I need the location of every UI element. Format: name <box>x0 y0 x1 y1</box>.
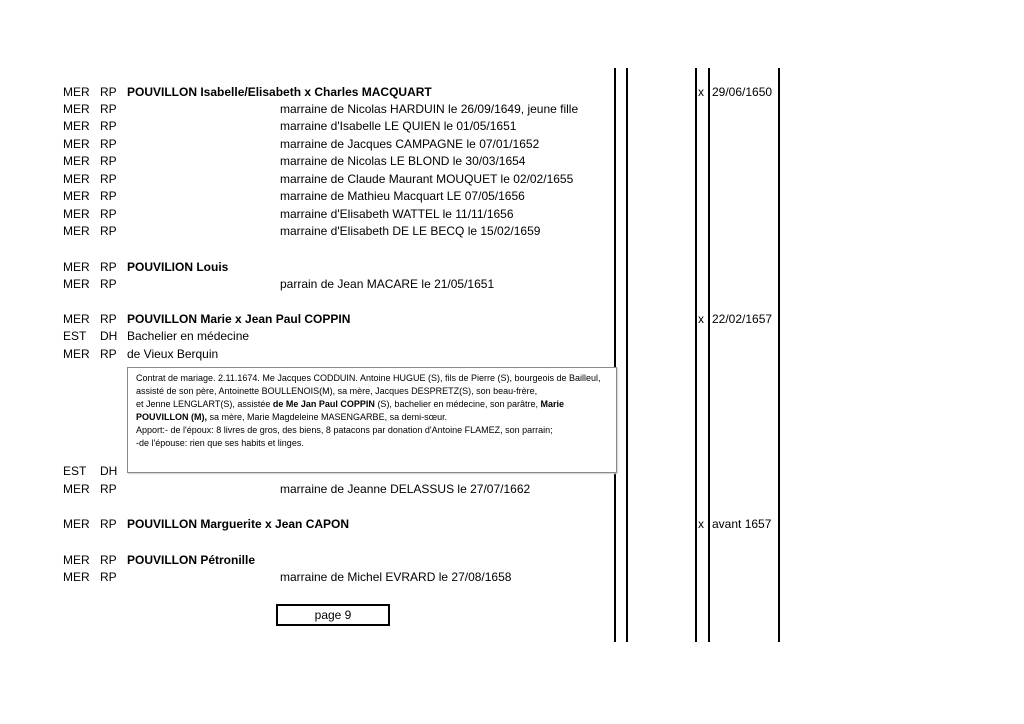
entry-detail: parrain de Jean MACARE le 21/05/1651 <box>280 277 495 291</box>
note-emphasis: de Me Jan Paul COPPIN <box>272 399 375 409</box>
parish-code: MER <box>63 102 90 116</box>
register-code: DH <box>100 329 118 343</box>
parish-code: MER <box>63 570 90 584</box>
note-text: (S), bachelier en médecine, son parâtre, <box>374 399 541 409</box>
column-rule-5 <box>778 68 780 642</box>
parish-code: MER <box>63 207 90 221</box>
entry-detail: marraine de Nicolas HARDUIN le 26/09/1649, jeune fille <box>280 102 579 116</box>
parish-code: MER <box>63 482 90 496</box>
entry-note: de Vieux Berquin <box>127 347 219 361</box>
register-code: RP <box>100 207 117 221</box>
parish-code: MER <box>63 154 90 168</box>
register-code: RP <box>100 119 117 133</box>
entry-detail: marraine d'Isabelle LE QUIEN le 01/05/1651 <box>280 119 517 133</box>
parish-code: MER <box>63 553 90 567</box>
parish-code: MER <box>63 119 90 133</box>
person-heading: POUVILION Louis <box>127 260 229 274</box>
person-heading: POUVILLON Marie x Jean Paul COPPIN <box>127 312 351 326</box>
register-code: RP <box>100 312 117 326</box>
parish-code: MER <box>63 85 90 99</box>
column-rule-4 <box>708 68 710 642</box>
entry-detail: marraine de Jacques CAMPAGNE le 07/01/1652 <box>280 137 540 151</box>
register-code: RP <box>100 260 117 274</box>
parish-code: MER <box>63 312 90 326</box>
register-code: RP <box>100 189 117 203</box>
parish-code: MER <box>63 260 90 274</box>
register-code: RP <box>100 85 117 99</box>
note-line <box>136 398 612 424</box>
entry-detail: marraine de Nicolas LE BLOND le 30/03/1654 <box>280 154 526 168</box>
parish-code: MER <box>63 277 90 291</box>
note-line: Contrat de mariage. 2.11.1674. Me Jacques CODDUIN. Antoine HUGUE (S), fils de Pierre (S), bourgeois de Bailleul, assisté de son père, Antoinette BOULLENOIS(M), sa mère, Jacques DESPRETZ(S), son beau-frère, <box>136 373 601 396</box>
register-code: RP <box>100 277 117 291</box>
note-text: sa mère, Marie Magdeleine MASENGARBE, sa demi-sœur. <box>207 412 448 422</box>
page-number-box <box>276 604 390 626</box>
parish-code: EST <box>63 464 87 478</box>
page-number: page 9 <box>314 608 352 622</box>
marriage-mark: x <box>698 517 704 531</box>
register-code: RP <box>100 102 117 116</box>
entry-detail: marraine de Mathieu Macquart LE 07/05/1656 <box>280 189 525 203</box>
marriage-date: avant 1657 <box>712 517 772 531</box>
marriage-date: 22/02/1657 <box>712 312 773 326</box>
register-code: RP <box>100 154 117 168</box>
note-line: -de l'épouse: rien que ses habits et linges. <box>136 438 304 448</box>
entry-detail: marraine de Michel EVRARD le 27/08/1658 <box>280 570 512 584</box>
register-code: RP <box>100 137 117 151</box>
marriage-date: 29/06/1650 <box>712 85 773 99</box>
column-rule-3 <box>695 68 697 642</box>
column-rule-2 <box>626 68 628 642</box>
person-heading: POUVILLON Isabelle/Elisabeth x Charles MACQUART <box>127 85 432 99</box>
entry-detail: marraine d'Elisabeth WATTEL le 11/11/1656 <box>280 207 514 221</box>
register-code: RP <box>100 172 117 186</box>
entry-detail: marraine d'Elisabeth DE LE BECQ le 15/02/1659 <box>280 224 541 238</box>
parish-code: MER <box>63 347 90 361</box>
register-code: RP <box>100 517 117 531</box>
parish-code: MER <box>63 172 90 186</box>
parish-code: MER <box>63 224 90 238</box>
entry-detail: marraine de Jeanne DELASSUS le 27/07/1662 <box>280 482 531 496</box>
register-code: RP <box>100 570 117 584</box>
marriage-mark: x <box>698 85 704 99</box>
parish-code: MER <box>63 189 90 203</box>
register-code: RP <box>100 553 117 567</box>
register-code: RP <box>100 482 117 496</box>
register-code: RP <box>100 224 117 238</box>
register-code: DH <box>100 464 118 478</box>
parish-code: MER <box>63 517 90 531</box>
note-emphasis: Marie POUVILLON (M), <box>136 399 565 422</box>
entry-note: Bachelier en médecine <box>127 329 250 343</box>
entry-detail: marraine de Claude Maurant MOUQUET le 02/02/1655 <box>280 172 574 186</box>
column-rule-1 <box>614 68 616 642</box>
parish-code: EST <box>63 329 87 343</box>
register-code: RP <box>100 347 117 361</box>
person-heading: POUVILLON Pétronille <box>127 553 256 567</box>
marriage-mark: x <box>698 312 704 326</box>
marriage-contract-note <box>127 367 617 473</box>
parish-code: MER <box>63 137 90 151</box>
person-heading: POUVILLON Marguerite x Jean CAPON <box>127 517 350 531</box>
note-line: Apport:- de l'époux: 8 livres de gros, des biens, 8 patacons par donation d'Antoine FLAMEZ, son parrain; <box>136 425 553 435</box>
note-text: et Jenne LENGLART(S), assistée <box>136 399 273 409</box>
